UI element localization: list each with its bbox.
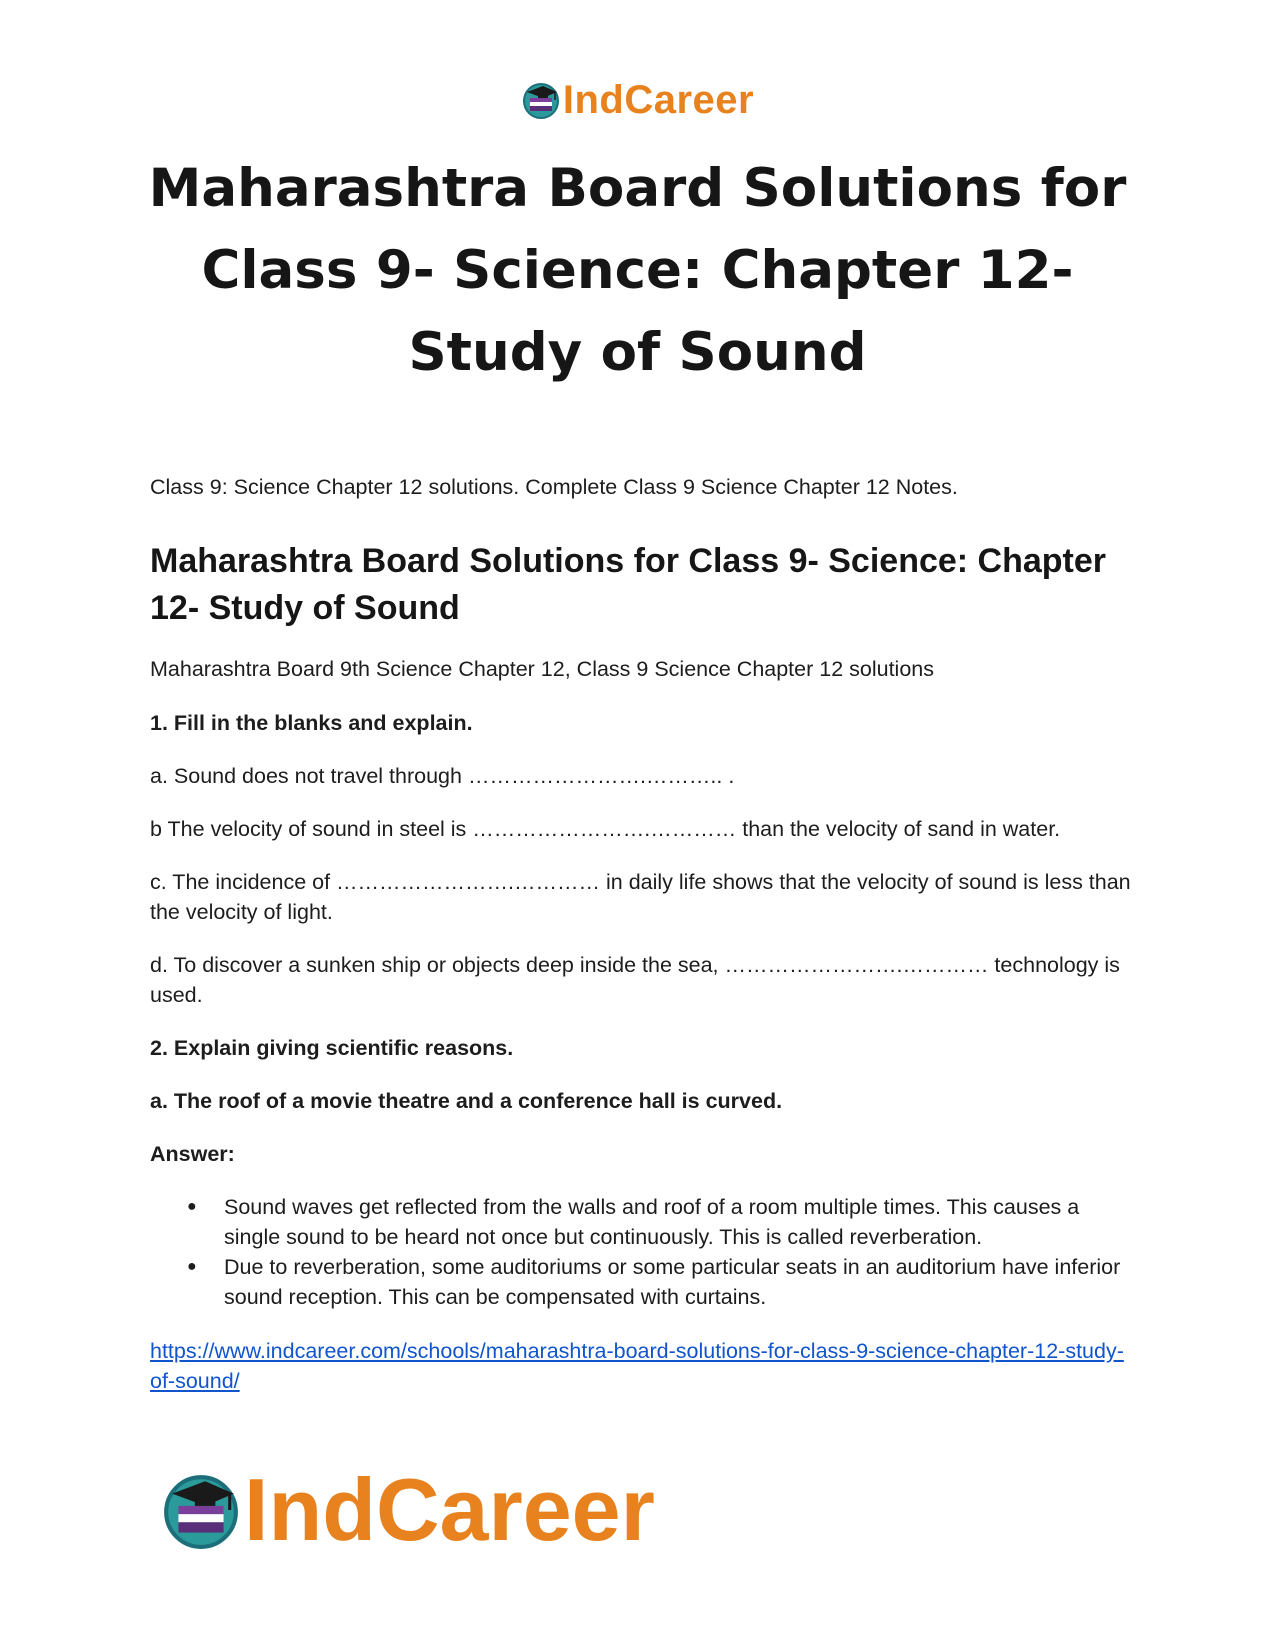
- logo-text: IndCareer: [562, 78, 755, 122]
- list-item: [187, 1192, 1135, 1252]
- section-heading: Maharashtra Board Solutions for Class 9- Science: Chapter 12- Study of Sound: [150, 542, 1107, 627]
- question-1a: a. Sound does not travel through …………………….……….. .: [150, 764, 735, 788]
- intro-paragraph: Class 9: Science Chapter 12 solutions. Complete Class 9 Science Chapter 12 Notes.: [150, 475, 958, 499]
- bullet-icon: ●: [187, 1198, 197, 1215]
- bullet-icon: ●: [187, 1258, 197, 1275]
- sub-intro-paragraph: Maharashtra Board 9th Science Chapter 12, Class 9 Science Chapter 12 solutions: [150, 657, 934, 681]
- page-title: Maharashtra Board Solutions for Class 9- Science: Chapter 12- Study of Sound: [148, 158, 1127, 383]
- source-link[interactable]: https://www.indcareer.com/schools/maharashtra-board-solutions-for-class-9-science-chapter-12-study-of-sound/: [150, 1339, 1124, 1393]
- graduation-cap-icon: [521, 80, 561, 120]
- graduation-cap-icon: [160, 1469, 242, 1551]
- answer-text: Sound waves get reflected from the walls and roof of a room multiple times. This causes a single sound to be heard not once but continuously. This is called reverberation.: [224, 1195, 1080, 1249]
- footer-logo: [160, 1460, 655, 1559]
- header-logo: [0, 80, 1275, 120]
- logo: [521, 80, 754, 120]
- answer-text: Due to reverberation, some auditoriums or some particular seats in an auditorium have inferior sound reception. This can be compensated with curtains.: [224, 1255, 1121, 1309]
- question-1-heading: 1. Fill in the blanks and explain.: [150, 711, 473, 735]
- question-1b: b The velocity of sound in steel is …………………….………… than the velocity of sand in water.: [150, 817, 1061, 841]
- question-2-heading: 2. Explain giving scientific reasons.: [150, 1036, 514, 1060]
- document-body: [150, 472, 1135, 1396]
- logo-text: IndCareer: [244, 1460, 655, 1559]
- answer-label: Answer:: [150, 1142, 235, 1166]
- list-item: [187, 1252, 1135, 1312]
- answer-list: [150, 1192, 1135, 1312]
- question-2a: a. The roof of a movie theatre and a conference hall is curved.: [150, 1089, 783, 1113]
- question-1c: c. The incidence of …………………….………… in daily life shows that the velocity of sound is less than the velocity of light.: [150, 870, 1131, 924]
- question-1d: d. To discover a sunken ship or objects deep inside the sea, …………………….………… technology is used.: [150, 953, 1120, 1007]
